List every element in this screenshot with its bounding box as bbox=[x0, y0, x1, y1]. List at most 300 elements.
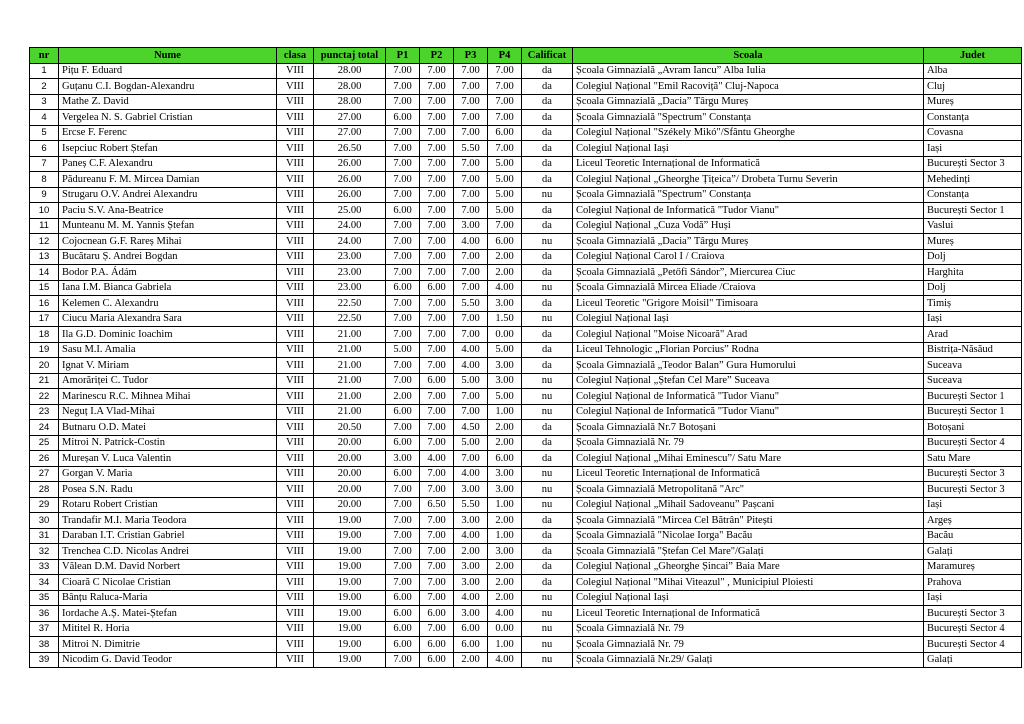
county-cell: Satu Mare bbox=[924, 451, 1022, 467]
county-cell: Mureș bbox=[924, 94, 1022, 110]
qualified-cell: nu bbox=[522, 621, 573, 637]
county-cell: Bistrița-Năsăud bbox=[924, 342, 1022, 358]
nr-cell: 37 bbox=[30, 621, 59, 637]
school-cell: Școala Gimnazială "Spectrum" Constanța bbox=[573, 110, 924, 126]
nr-cell: 23 bbox=[30, 404, 59, 420]
county-cell: Suceava bbox=[924, 358, 1022, 374]
county-cell: București Sector 1 bbox=[924, 389, 1022, 405]
class-cell: VIII bbox=[277, 296, 314, 312]
p4-cell: 3.00 bbox=[488, 482, 522, 498]
p3-cell: 6.00 bbox=[454, 637, 488, 653]
p1-cell: 7.00 bbox=[386, 218, 420, 234]
total-score-cell: 20.00 bbox=[314, 497, 386, 513]
name-cell: Sasu M.I. Amalia bbox=[59, 342, 277, 358]
p2-cell: 7.00 bbox=[420, 327, 454, 343]
p2-cell: 7.00 bbox=[420, 156, 454, 172]
header-p3: P3 bbox=[454, 48, 488, 64]
total-score-cell: 28.00 bbox=[314, 63, 386, 79]
total-score-cell: 20.00 bbox=[314, 435, 386, 451]
p1-cell: 7.00 bbox=[386, 156, 420, 172]
table-row bbox=[30, 296, 1022, 312]
nr-cell: 31 bbox=[30, 528, 59, 544]
total-score-cell: 26.00 bbox=[314, 187, 386, 203]
p2-cell: 7.00 bbox=[420, 110, 454, 126]
nr-cell: 34 bbox=[30, 575, 59, 591]
class-cell: VIII bbox=[277, 125, 314, 141]
county-cell: Cluj bbox=[924, 79, 1022, 95]
p1-cell: 7.00 bbox=[386, 249, 420, 265]
school-cell: Liceul Teoretic Internațional de Informatică bbox=[573, 606, 924, 622]
name-cell: Pădureanu F. M. Mircea Damian bbox=[59, 172, 277, 188]
class-cell: VIII bbox=[277, 435, 314, 451]
class-cell: VIII bbox=[277, 218, 314, 234]
nr-cell: 15 bbox=[30, 280, 59, 296]
total-score-cell: 19.00 bbox=[314, 590, 386, 606]
p1-cell: 6.00 bbox=[386, 606, 420, 622]
school-cell: Colegiul Național "Mihai Viteazul" , Municipiul Ploiesti bbox=[573, 575, 924, 591]
name-cell: Ila G.D. Dominic Ioachim bbox=[59, 327, 277, 343]
nr-cell: 24 bbox=[30, 420, 59, 436]
county-cell: Iași bbox=[924, 311, 1022, 327]
p4-cell: 0.00 bbox=[488, 327, 522, 343]
table-row bbox=[30, 63, 1022, 79]
school-cell: Liceul Teoretic Internațional de Informatică bbox=[573, 156, 924, 172]
qualified-cell: da bbox=[522, 358, 573, 374]
p4-cell: 3.00 bbox=[488, 358, 522, 374]
total-score-cell: 20.50 bbox=[314, 420, 386, 436]
name-cell: Gorgan V. Maria bbox=[59, 466, 277, 482]
p4-cell: 5.00 bbox=[488, 172, 522, 188]
table-row bbox=[30, 358, 1022, 374]
class-cell: VIII bbox=[277, 280, 314, 296]
class-cell: VIII bbox=[277, 621, 314, 637]
p1-cell: 6.00 bbox=[386, 404, 420, 420]
name-cell: Cojocnean G.F. Rareș Mihai bbox=[59, 234, 277, 250]
p3-cell: 4.00 bbox=[454, 590, 488, 606]
qualified-cell: nu bbox=[522, 280, 573, 296]
nr-cell: 20 bbox=[30, 358, 59, 374]
header-p4: P4 bbox=[488, 48, 522, 64]
p4-cell: 2.00 bbox=[488, 435, 522, 451]
name-cell: Trandafir M.I. Maria Teodora bbox=[59, 513, 277, 529]
p1-cell: 7.00 bbox=[386, 63, 420, 79]
total-score-cell: 20.00 bbox=[314, 466, 386, 482]
name-cell: Rotaru Robert Cristian bbox=[59, 497, 277, 513]
class-cell: VIII bbox=[277, 451, 314, 467]
p4-cell: 2.00 bbox=[488, 265, 522, 281]
p4-cell: 6.00 bbox=[488, 451, 522, 467]
table-row bbox=[30, 528, 1022, 544]
qualified-cell: da bbox=[522, 110, 573, 126]
p1-cell: 7.00 bbox=[386, 187, 420, 203]
class-cell: VIII bbox=[277, 497, 314, 513]
school-cell: Școala Gimnazială "Spectrum" Constanța bbox=[573, 187, 924, 203]
total-score-cell: 19.00 bbox=[314, 621, 386, 637]
name-cell: Butnaru O.D. Matei bbox=[59, 420, 277, 436]
total-score-cell: 24.00 bbox=[314, 234, 386, 250]
p1-cell: 7.00 bbox=[386, 296, 420, 312]
nr-cell: 38 bbox=[30, 637, 59, 653]
county-cell: București Sector 1 bbox=[924, 404, 1022, 420]
p3-cell: 4.00 bbox=[454, 342, 488, 358]
total-score-cell: 23.00 bbox=[314, 280, 386, 296]
nr-cell: 10 bbox=[30, 203, 59, 219]
qualified-cell: nu bbox=[522, 404, 573, 420]
school-cell: Colegiul Național „Gheorghe Șincai” Baia Mare bbox=[573, 559, 924, 575]
name-cell: Bucătaru Ș. Andrei Bogdan bbox=[59, 249, 277, 265]
p1-cell: 7.00 bbox=[386, 172, 420, 188]
p3-cell: 7.00 bbox=[454, 404, 488, 420]
school-cell: Școala Gimnazială „Teodor Balan” Gura Humorului bbox=[573, 358, 924, 374]
school-cell: Colegiul Național Iași bbox=[573, 311, 924, 327]
p4-cell: 1.00 bbox=[488, 404, 522, 420]
p3-cell: 4.50 bbox=[454, 420, 488, 436]
p2-cell: 7.00 bbox=[420, 559, 454, 575]
table-row bbox=[30, 203, 1022, 219]
qualified-cell: da bbox=[522, 218, 573, 234]
county-cell: Mehedinți bbox=[924, 172, 1022, 188]
class-cell: VIII bbox=[277, 389, 314, 405]
table-row bbox=[30, 482, 1022, 498]
p1-cell: 6.00 bbox=[386, 590, 420, 606]
p3-cell: 4.00 bbox=[454, 466, 488, 482]
school-cell: Școala Gimnazială "Nicolae Iorga" Bacău bbox=[573, 528, 924, 544]
nr-cell: 19 bbox=[30, 342, 59, 358]
qualified-cell: da bbox=[522, 575, 573, 591]
nr-cell: 3 bbox=[30, 94, 59, 110]
total-score-cell: 27.00 bbox=[314, 110, 386, 126]
p4-cell: 3.00 bbox=[488, 466, 522, 482]
county-cell: București Sector 3 bbox=[924, 156, 1022, 172]
school-cell: Școala Gimnazială Metropolitană "Arc" bbox=[573, 482, 924, 498]
p1-cell: 7.00 bbox=[386, 559, 420, 575]
county-cell: Harghita bbox=[924, 265, 1022, 281]
qualified-cell: nu bbox=[522, 482, 573, 498]
county-cell: București Sector 4 bbox=[924, 637, 1022, 653]
p2-cell: 7.00 bbox=[420, 575, 454, 591]
p3-cell: 7.00 bbox=[454, 327, 488, 343]
table-row bbox=[30, 559, 1022, 575]
school-cell: Liceul Teoretic "Grigore Moisil" Timisoara bbox=[573, 296, 924, 312]
p3-cell: 3.00 bbox=[454, 606, 488, 622]
p1-cell: 7.00 bbox=[386, 482, 420, 498]
header-row bbox=[30, 48, 1022, 64]
table-row bbox=[30, 327, 1022, 343]
p3-cell: 5.00 bbox=[454, 373, 488, 389]
p4-cell: 5.00 bbox=[488, 156, 522, 172]
p4-cell: 5.00 bbox=[488, 203, 522, 219]
nr-cell: 39 bbox=[30, 652, 59, 668]
p2-cell: 7.00 bbox=[420, 342, 454, 358]
name-cell: Cioară C Nicolae Cristian bbox=[59, 575, 277, 591]
school-cell: Liceul Teoretic Internațional de Informatică bbox=[573, 466, 924, 482]
name-cell: Ignat V. Miriam bbox=[59, 358, 277, 374]
school-cell: Școala Gimnazială Nr. 79 bbox=[573, 621, 924, 637]
p1-cell: 7.00 bbox=[386, 373, 420, 389]
county-cell: Bacău bbox=[924, 528, 1022, 544]
p3-cell: 5.00 bbox=[454, 435, 488, 451]
nr-cell: 33 bbox=[30, 559, 59, 575]
qualified-cell: nu bbox=[522, 311, 573, 327]
nr-cell: 8 bbox=[30, 172, 59, 188]
qualified-cell: da bbox=[522, 94, 573, 110]
name-cell: Guțanu C.I. Bogdan-Alexandru bbox=[59, 79, 277, 95]
school-cell: Școala Gimnazială „Petőfi Sándor”, Miercurea Ciuc bbox=[573, 265, 924, 281]
p1-cell: 7.00 bbox=[386, 311, 420, 327]
table-row bbox=[30, 110, 1022, 126]
table-header bbox=[30, 48, 1022, 64]
p2-cell: 7.00 bbox=[420, 249, 454, 265]
county-cell: Galați bbox=[924, 544, 1022, 560]
p2-cell: 7.00 bbox=[420, 265, 454, 281]
p4-cell: 2.00 bbox=[488, 249, 522, 265]
class-cell: VIII bbox=[277, 358, 314, 374]
p4-cell: 1.00 bbox=[488, 528, 522, 544]
p3-cell: 3.00 bbox=[454, 482, 488, 498]
qualified-cell: da bbox=[522, 172, 573, 188]
class-cell: VIII bbox=[277, 606, 314, 622]
name-cell: Munteanu M. M. Yannis Ștefan bbox=[59, 218, 277, 234]
nr-cell: 5 bbox=[30, 125, 59, 141]
qualified-cell: da bbox=[522, 125, 573, 141]
table-row bbox=[30, 606, 1022, 622]
p2-cell: 7.00 bbox=[420, 482, 454, 498]
p2-cell: 6.50 bbox=[420, 497, 454, 513]
nr-cell: 21 bbox=[30, 373, 59, 389]
total-score-cell: 28.00 bbox=[314, 94, 386, 110]
p4-cell: 2.00 bbox=[488, 559, 522, 575]
p4-cell: 6.00 bbox=[488, 125, 522, 141]
p2-cell: 7.00 bbox=[420, 420, 454, 436]
school-cell: Colegiul Național „Ștefan Cel Mare” Suceava bbox=[573, 373, 924, 389]
county-cell: Iași bbox=[924, 141, 1022, 157]
p2-cell: 7.00 bbox=[420, 389, 454, 405]
p4-cell: 7.00 bbox=[488, 79, 522, 95]
p3-cell: 7.00 bbox=[454, 280, 488, 296]
name-cell: Mititel R. Horia bbox=[59, 621, 277, 637]
p4-cell: 3.00 bbox=[488, 373, 522, 389]
qualified-cell: nu bbox=[522, 187, 573, 203]
nr-cell: 22 bbox=[30, 389, 59, 405]
county-cell: Iași bbox=[924, 590, 1022, 606]
p4-cell: 3.00 bbox=[488, 296, 522, 312]
p2-cell: 7.00 bbox=[420, 94, 454, 110]
school-cell: Școala Gimnazială Nr.29/ Galați bbox=[573, 652, 924, 668]
p2-cell: 7.00 bbox=[420, 466, 454, 482]
total-score-cell: 19.00 bbox=[314, 606, 386, 622]
county-cell: București Sector 3 bbox=[924, 482, 1022, 498]
p3-cell: 7.00 bbox=[454, 311, 488, 327]
p3-cell: 5.50 bbox=[454, 497, 488, 513]
p2-cell: 7.00 bbox=[420, 590, 454, 606]
total-score-cell: 20.00 bbox=[314, 482, 386, 498]
qualified-cell: da bbox=[522, 528, 573, 544]
county-cell: Maramureș bbox=[924, 559, 1022, 575]
p2-cell: 7.00 bbox=[420, 296, 454, 312]
name-cell: Strugaru O.V. Andrei Alexandru bbox=[59, 187, 277, 203]
qualified-cell: da bbox=[522, 296, 573, 312]
table-row bbox=[30, 311, 1022, 327]
county-cell: Prahova bbox=[924, 575, 1022, 591]
county-cell: București Sector 4 bbox=[924, 621, 1022, 637]
p1-cell: 7.00 bbox=[386, 652, 420, 668]
nr-cell: 26 bbox=[30, 451, 59, 467]
p3-cell: 3.00 bbox=[454, 513, 488, 529]
school-cell: Colegiul Național Carol I / Craiova bbox=[573, 249, 924, 265]
p2-cell: 7.00 bbox=[420, 404, 454, 420]
table-row bbox=[30, 513, 1022, 529]
county-cell: Dolj bbox=[924, 280, 1022, 296]
school-cell: Liceul Tehnologic „Florian Porcius” Rodna bbox=[573, 342, 924, 358]
total-score-cell: 21.00 bbox=[314, 327, 386, 343]
p1-cell: 7.00 bbox=[386, 528, 420, 544]
p4-cell: 2.00 bbox=[488, 575, 522, 591]
table-row bbox=[30, 141, 1022, 157]
class-cell: VIII bbox=[277, 373, 314, 389]
table-row bbox=[30, 125, 1022, 141]
total-score-cell: 19.00 bbox=[314, 528, 386, 544]
county-cell: Iași bbox=[924, 497, 1022, 513]
table-row bbox=[30, 187, 1022, 203]
total-score-cell: 20.00 bbox=[314, 451, 386, 467]
table-body bbox=[30, 63, 1022, 668]
total-score-cell: 21.00 bbox=[314, 373, 386, 389]
p3-cell: 4.00 bbox=[454, 358, 488, 374]
class-cell: VIII bbox=[277, 544, 314, 560]
nr-cell: 29 bbox=[30, 497, 59, 513]
county-cell: Suceava bbox=[924, 373, 1022, 389]
p2-cell: 7.00 bbox=[420, 358, 454, 374]
nr-cell: 32 bbox=[30, 544, 59, 560]
p3-cell: 4.00 bbox=[454, 234, 488, 250]
p1-cell: 7.00 bbox=[386, 358, 420, 374]
p4-cell: 6.00 bbox=[488, 234, 522, 250]
table-row bbox=[30, 404, 1022, 420]
class-cell: VIII bbox=[277, 513, 314, 529]
p4-cell: 7.00 bbox=[488, 141, 522, 157]
name-cell: Iordache A.Ș. Matei-Ștefan bbox=[59, 606, 277, 622]
p2-cell: 7.00 bbox=[420, 234, 454, 250]
total-score-cell: 19.00 bbox=[314, 652, 386, 668]
school-cell: Colegiul Național "Székely Mikó"/Sfântu Gheorghe bbox=[573, 125, 924, 141]
name-cell: Nicodim G. David Teodor bbox=[59, 652, 277, 668]
class-cell: VIII bbox=[277, 141, 314, 157]
nr-cell: 9 bbox=[30, 187, 59, 203]
qualified-cell: da bbox=[522, 327, 573, 343]
county-cell: Mureș bbox=[924, 234, 1022, 250]
table-row bbox=[30, 621, 1022, 637]
qualified-cell: nu bbox=[522, 234, 573, 250]
p4-cell: 0.00 bbox=[488, 621, 522, 637]
table-row bbox=[30, 451, 1022, 467]
p1-cell: 7.00 bbox=[386, 125, 420, 141]
p4-cell: 4.00 bbox=[488, 280, 522, 296]
p3-cell: 7.00 bbox=[454, 63, 488, 79]
p2-cell: 7.00 bbox=[420, 172, 454, 188]
table-row bbox=[30, 342, 1022, 358]
county-cell: București Sector 3 bbox=[924, 466, 1022, 482]
school-cell: Colegiul Național de Informatică "Tudor Vianu" bbox=[573, 389, 924, 405]
table-row bbox=[30, 590, 1022, 606]
p1-cell: 7.00 bbox=[386, 575, 420, 591]
p4-cell: 7.00 bbox=[488, 110, 522, 126]
class-cell: VIII bbox=[277, 311, 314, 327]
p2-cell: 7.00 bbox=[420, 218, 454, 234]
total-score-cell: 19.00 bbox=[314, 513, 386, 529]
p2-cell: 6.00 bbox=[420, 606, 454, 622]
nr-cell: 14 bbox=[30, 265, 59, 281]
p1-cell: 7.00 bbox=[386, 79, 420, 95]
table-row bbox=[30, 249, 1022, 265]
school-cell: Școala Gimnazială „Dacia” Târgu Mureș bbox=[573, 234, 924, 250]
class-cell: VIII bbox=[277, 342, 314, 358]
p3-cell: 7.00 bbox=[454, 110, 488, 126]
qualified-cell: da bbox=[522, 79, 573, 95]
results-table bbox=[29, 47, 1022, 668]
p2-cell: 7.00 bbox=[420, 125, 454, 141]
school-cell: Școala Gimnazială Nr. 79 bbox=[573, 637, 924, 653]
school-cell: Școala Gimnazială „Dacia” Târgu Mureș bbox=[573, 94, 924, 110]
p4-cell: 7.00 bbox=[488, 218, 522, 234]
class-cell: VIII bbox=[277, 590, 314, 606]
table-row bbox=[30, 466, 1022, 482]
p2-cell: 7.00 bbox=[420, 141, 454, 157]
qualified-cell: da bbox=[522, 249, 573, 265]
school-cell: Colegiul Național "Moise Nicoară" Arad bbox=[573, 327, 924, 343]
total-score-cell: 21.00 bbox=[314, 389, 386, 405]
class-cell: VIII bbox=[277, 559, 314, 575]
name-cell: Mathe Z. David bbox=[59, 94, 277, 110]
name-cell: Daraban I.T. Cristian Gabriel bbox=[59, 528, 277, 544]
header-nr: nr bbox=[30, 48, 59, 64]
p3-cell: 7.00 bbox=[454, 156, 488, 172]
name-cell: Iana I.M. Bianca Gabriela bbox=[59, 280, 277, 296]
qualified-cell: da bbox=[522, 342, 573, 358]
p1-cell: 3.00 bbox=[386, 451, 420, 467]
p3-cell: 3.00 bbox=[454, 575, 488, 591]
p3-cell: 3.00 bbox=[454, 218, 488, 234]
class-cell: VIII bbox=[277, 79, 314, 95]
total-score-cell: 23.00 bbox=[314, 249, 386, 265]
p2-cell: 7.00 bbox=[420, 621, 454, 637]
qualified-cell: nu bbox=[522, 497, 573, 513]
qualified-cell: da bbox=[522, 420, 573, 436]
p2-cell: 6.00 bbox=[420, 280, 454, 296]
class-cell: VIII bbox=[277, 528, 314, 544]
school-cell: Colegiul Național "Emil Racoviță" Cluj-Napoca bbox=[573, 79, 924, 95]
county-cell: Galați bbox=[924, 652, 1022, 668]
class-cell: VIII bbox=[277, 94, 314, 110]
nr-cell: 18 bbox=[30, 327, 59, 343]
p3-cell: 7.00 bbox=[454, 125, 488, 141]
p2-cell: 6.00 bbox=[420, 652, 454, 668]
school-cell: Școala Gimnazială Mircea Eliade /Craiova bbox=[573, 280, 924, 296]
header-calificat: Calificat bbox=[522, 48, 573, 64]
nr-cell: 17 bbox=[30, 311, 59, 327]
school-cell: Școala Gimnazială Nr. 79 bbox=[573, 435, 924, 451]
table-row bbox=[30, 280, 1022, 296]
p4-cell: 5.00 bbox=[488, 389, 522, 405]
p2-cell: 4.00 bbox=[420, 451, 454, 467]
p1-cell: 6.00 bbox=[386, 110, 420, 126]
school-cell: Colegiul Național „Gheorghe Țițeica”/ Drobeta Turnu Severin bbox=[573, 172, 924, 188]
total-score-cell: 23.00 bbox=[314, 265, 386, 281]
class-cell: VIII bbox=[277, 575, 314, 591]
county-cell: Dolj bbox=[924, 249, 1022, 265]
qualified-cell: da bbox=[522, 156, 573, 172]
nr-cell: 36 bbox=[30, 606, 59, 622]
class-cell: VIII bbox=[277, 404, 314, 420]
